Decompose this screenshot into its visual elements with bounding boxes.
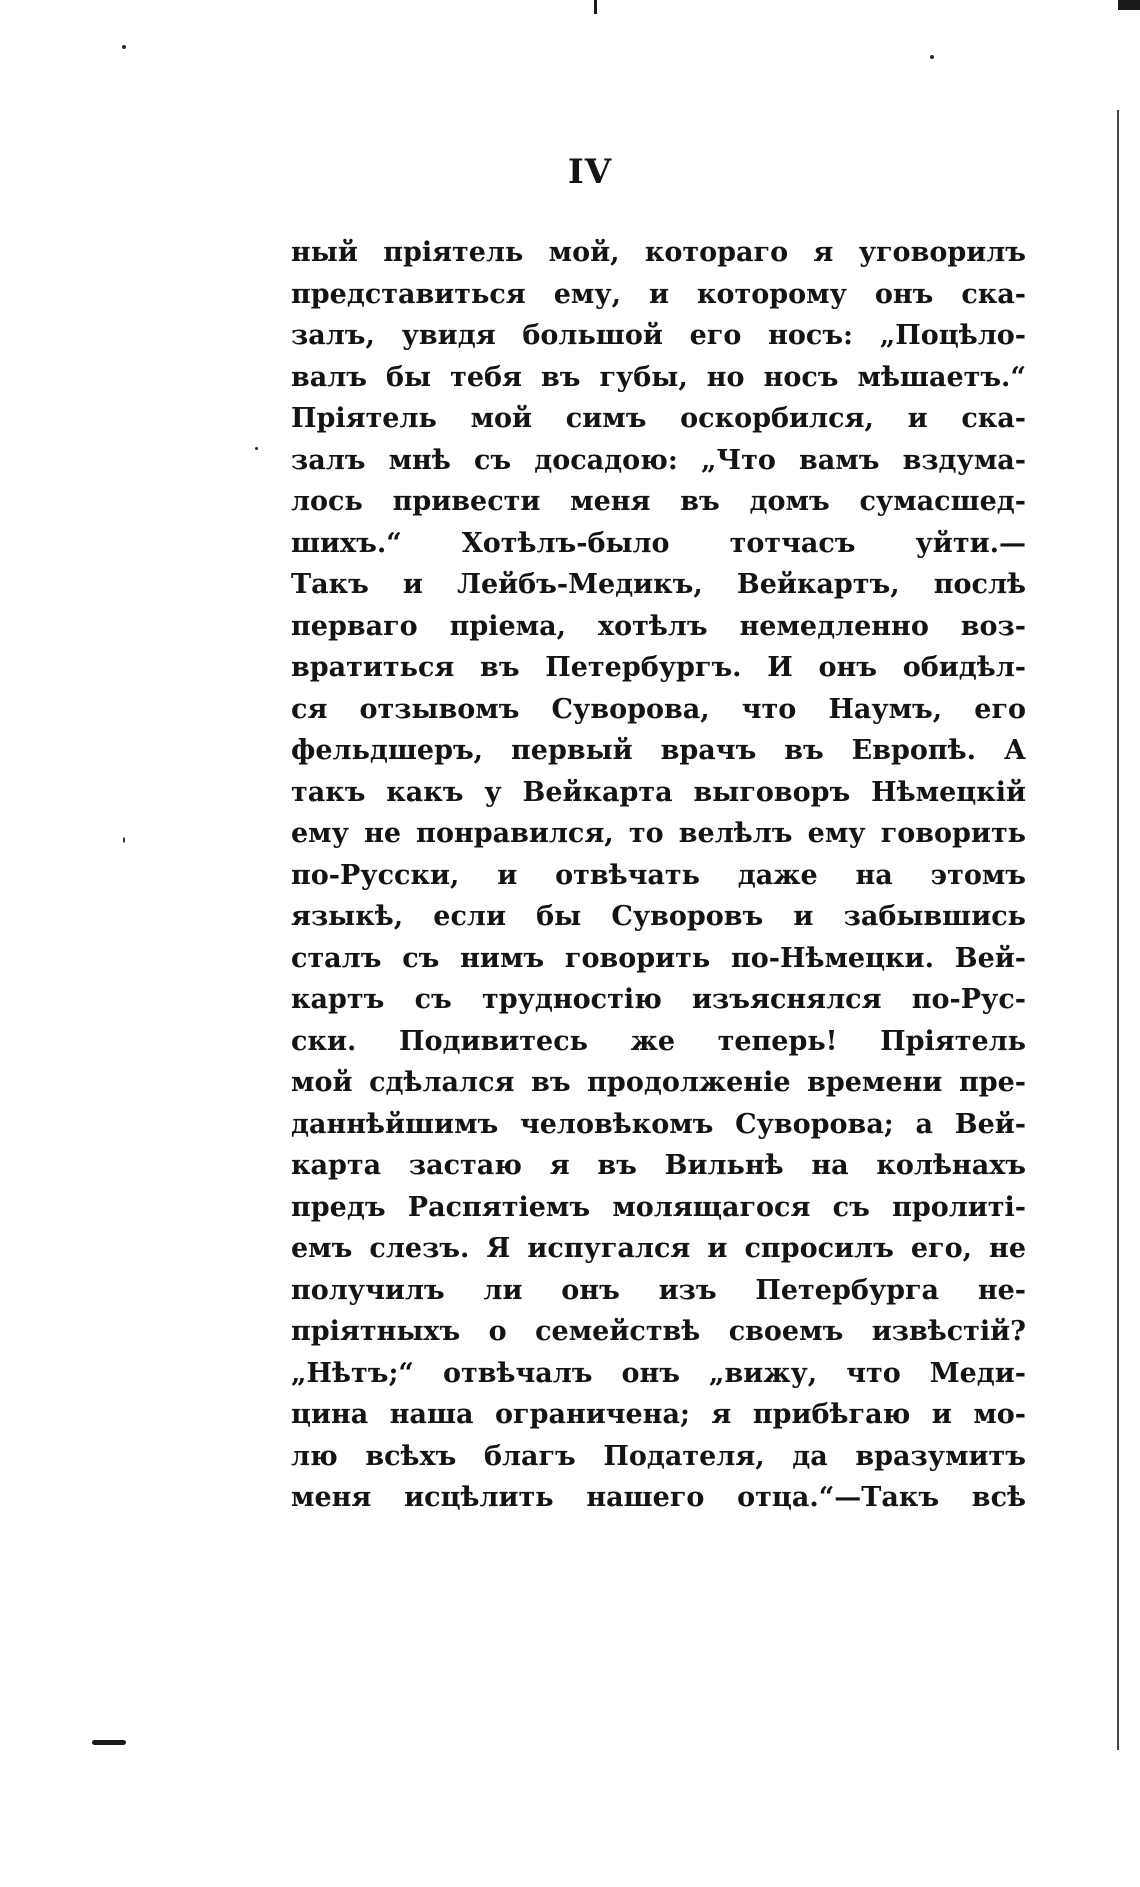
text-line: фельдшеръ, первый врачъ въ Европѣ. А: [291, 735, 1026, 766]
bottom-left-mark: [92, 1740, 126, 1745]
text-line: лю всѣхъ благъ Подателя, да вразумитъ: [291, 1440, 1026, 1472]
speck: [123, 837, 125, 843]
text-line: вратиться въ Петербургъ. И онъ обидѣл-: [291, 652, 1026, 683]
text-line: валъ бы тебя въ губы, но носъ мѣшаетъ.“: [291, 361, 1026, 393]
text-line: шихъ.“ Хотѣлъ-было тотчасъ уйти.—: [291, 527, 1026, 559]
text-line: цина наша ограничена; я прибѣгаю и мо-: [291, 1399, 1026, 1430]
text-line: залъ, увидя большой его носъ: „Поцѣло-: [291, 320, 1026, 351]
text-line: ему не понравился, то велѣлъ ему говорить: [291, 818, 1026, 849]
text-line: перваго пріема, хотѣлъ немедленно воз-: [291, 610, 1026, 642]
text-line: пріятныхъ о семействѣ своемъ извѣстій?: [291, 1316, 1026, 1347]
body-text: [291, 232, 1026, 1519]
right-binding-line: [1117, 110, 1119, 1750]
text-line: такъ какъ у Вейкарта выговоръ Нѣмецкій: [291, 776, 1026, 808]
text-line: ся отзывомъ Суворова, что Наумъ, его: [291, 693, 1026, 725]
text-line: картъ съ трудностію изъяснялся по-Рус-: [291, 984, 1026, 1015]
text-line: „Нѣтъ;“ отвѣчалъ онъ „вижу, что Меди-: [291, 1357, 1026, 1389]
speck: [930, 55, 934, 59]
top-edge-mark: [594, 0, 597, 14]
text-line: предъ Распятіемъ молящагося съ пролиті-: [291, 1191, 1026, 1223]
right-edge-shadow: [1118, 0, 1140, 10]
text-line: Такъ и Лейбъ-Медикъ, Вейкартъ, послѣ: [291, 569, 1026, 600]
text-line: залъ мнѣ съ досадою: „Что вамъ вздума-: [291, 444, 1026, 476]
text-line: даннѣйшимъ человѣкомъ Суворова; а Вей-: [291, 1108, 1026, 1140]
text-line: сталъ съ нимъ говорить по-Нѣмецки. Вей-: [291, 942, 1026, 974]
text-line: емъ слезъ. Я испугался и спросилъ его, не: [291, 1233, 1026, 1264]
text-line: получилъ ли онъ изъ Петербурга не-: [291, 1274, 1026, 1306]
text-line: меня исцѣлить нашего отца.“—Такъ всѣ: [291, 1482, 1026, 1513]
page-number: IV: [567, 152, 613, 192]
speck: [122, 45, 126, 49]
text-line: по-Русски, и отвѣчать даже на этомъ: [291, 859, 1026, 891]
text-line: ный пріятель мой, котораго я уговорилъ: [291, 237, 1026, 268]
text-line: языкѣ, если бы Суворовъ и забывшись: [291, 901, 1026, 932]
text-line: представиться ему, и которому онъ ска-: [291, 278, 1026, 310]
speck: [255, 447, 258, 450]
text-line: Пріятель мой симъ оскорбился, и ска-: [291, 403, 1026, 434]
text-line: ски. Подивитесь же теперь! Пріятель: [291, 1025, 1026, 1057]
text-line: карта застаю я въ Вильнѣ на колѣнахъ: [291, 1150, 1026, 1181]
text-line: мой сдѣлался въ продолженіе времени пре-: [291, 1067, 1026, 1098]
text-line: лось привести меня въ домъ сумасшед-: [291, 486, 1026, 517]
